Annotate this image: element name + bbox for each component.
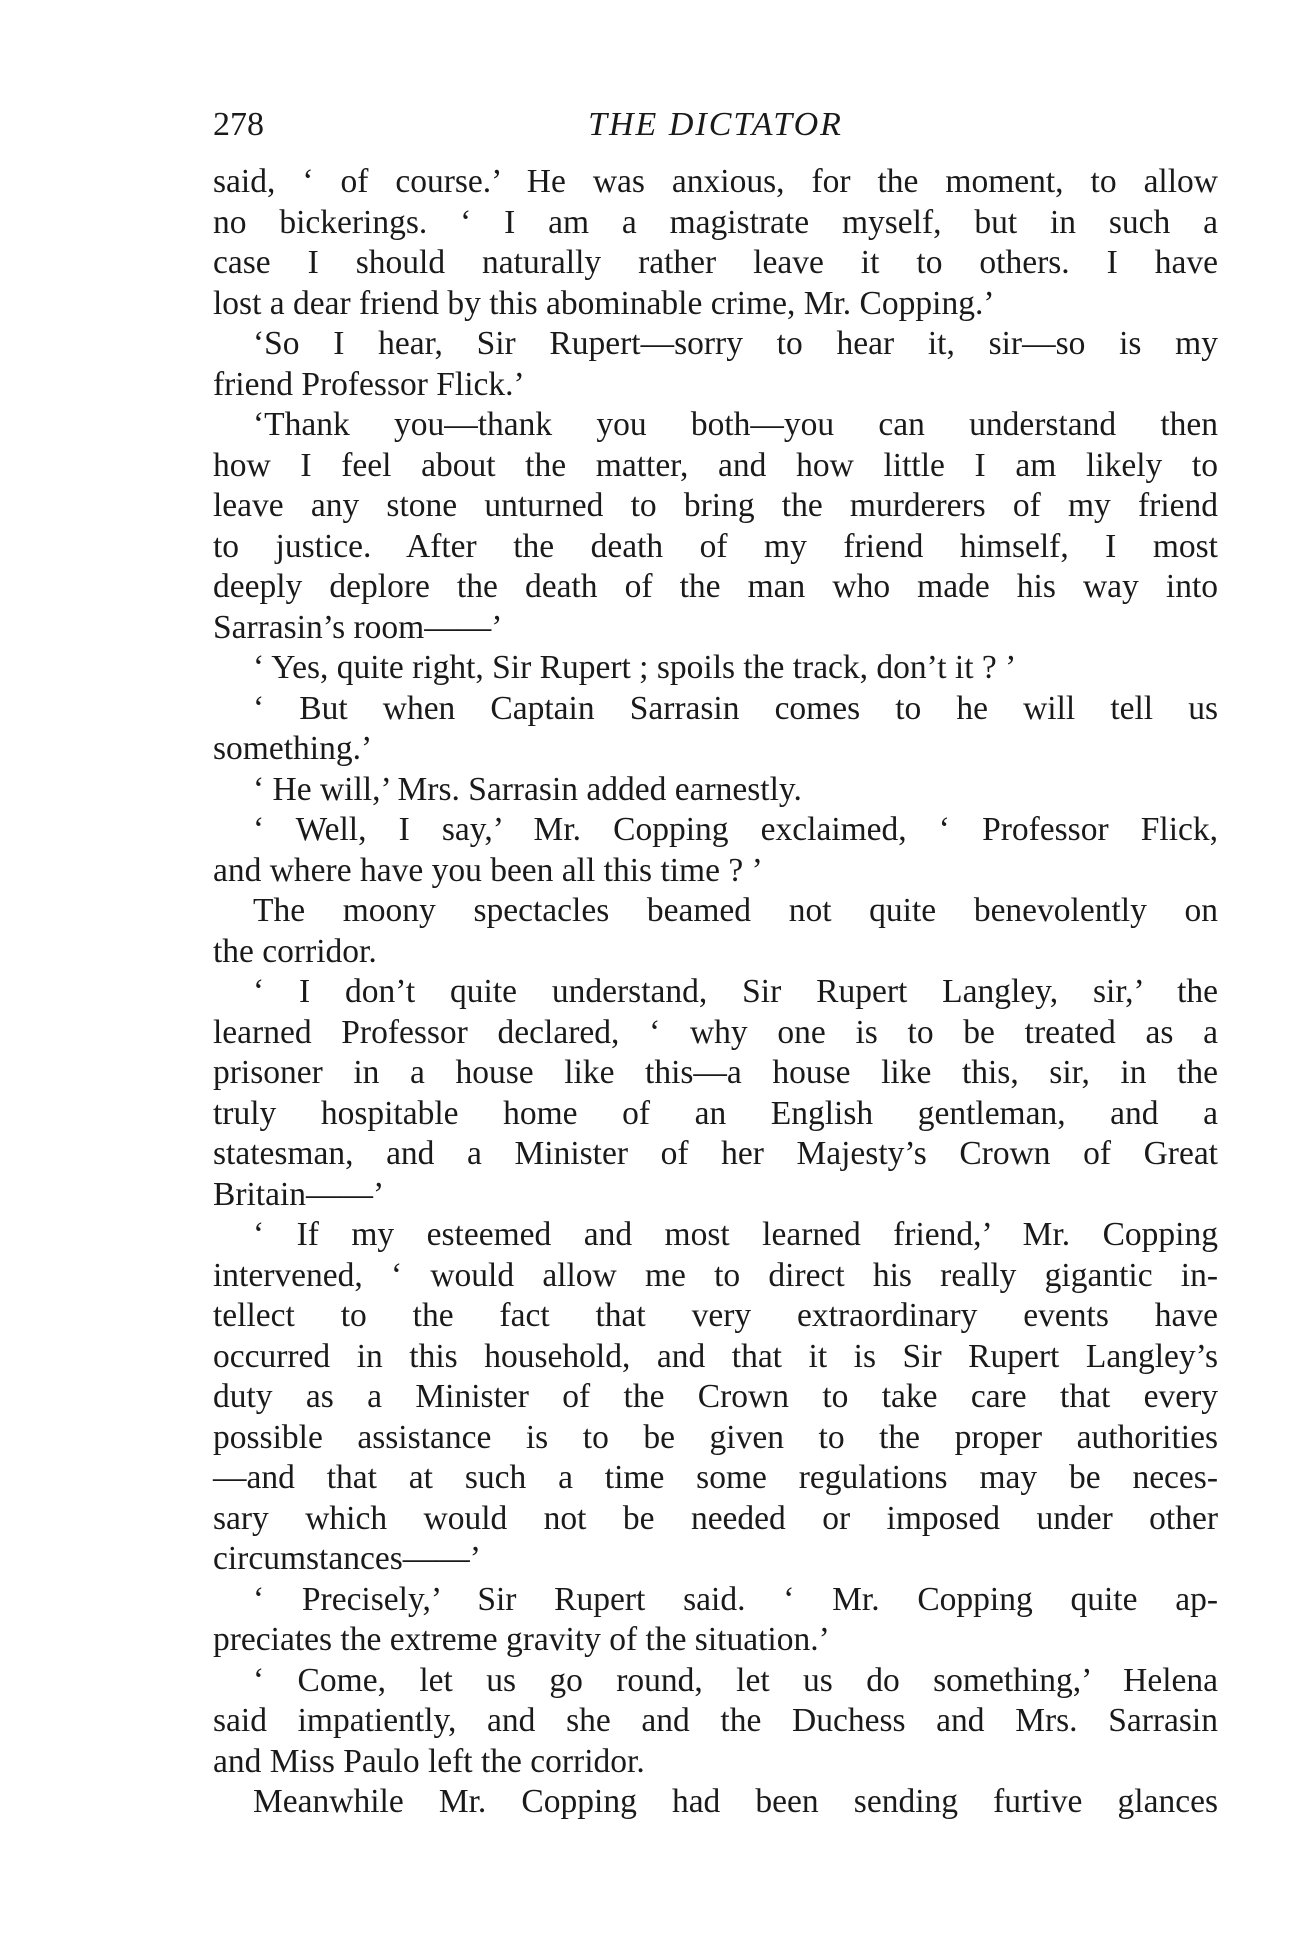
text-line: ‘ Well, I say,’ Mr. Copping exclaimed, ‘ Professor Flick,: [253, 811, 1218, 848]
text-line: intervened, ‘ would allow me to direct his really gigantic in-: [213, 1256, 1218, 1294]
text-line: possible assistance is to be given to the proper authorities: [213, 1418, 1218, 1456]
text-line: no bickerings. ‘ I am a magistrate myself, but in such a: [213, 203, 1218, 241]
text-line: Britain——’: [213, 1175, 385, 1213]
text-line: ‘ But when Captain Sarrasin comes to he will tell us: [253, 689, 1218, 727]
text-line: ‘So I hear, Sir Rupert—sorry to hear it, sir—so is my: [253, 325, 1218, 362]
text-line: and where have you been all this time ? ’: [213, 851, 763, 889]
page-number: 278: [213, 106, 264, 143]
text-line: prisoner in a house like this—a house like this, sir, in the: [213, 1054, 1218, 1091]
text-line: said impatiently, and she and the Duchess and Mrs. Sarrasin: [213, 1702, 1218, 1739]
text-line: case I should naturally rather leave it to others. I have: [213, 244, 1218, 281]
text-line: The moony spectacles beamed not quite benevolently on: [253, 892, 1218, 929]
text-line: preciates the extreme gravity of the situation.’: [213, 1621, 830, 1658]
text-line: said, ‘ of course.’ He was anxious, for the moment, to allow: [213, 163, 1218, 200]
text-line: Sarrasin’s room——’: [213, 608, 503, 646]
text-line: Meanwhile Mr. Copping had been sending furtive glances: [253, 1783, 1218, 1820]
text-line: leave any stone unturned to bring the murderers of my friend: [213, 487, 1218, 524]
body-text: [213, 162, 1218, 1823]
text-line: statesman, and a Minister of her Majesty’s Crown of Great: [213, 1135, 1218, 1172]
text-line: how I feel about the matter, and how little I am likely to: [213, 446, 1218, 484]
page-header: [213, 95, 1218, 155]
text-line: ‘ Yes, quite right, Sir Rupert ; spoils the track, don’t it ? ’: [253, 649, 1017, 686]
text-line: learned Professor declared, ‘ why one is to be treated as a: [213, 1013, 1218, 1051]
text-line: occurred in this household, and that it is Sir Rupert Langley’s: [213, 1337, 1218, 1375]
text-line: truly hospitable home of an English gentleman, and a: [213, 1094, 1218, 1132]
text-line: the corridor.: [213, 932, 377, 970]
text-line: ‘ Precisely,’ Sir Rupert said. ‘ Mr. Copping quite ap-: [253, 1580, 1218, 1618]
text-line: and Miss Paulo left the corridor.: [213, 1742, 645, 1780]
text-line: ‘Thank you—thank you both—you can understand then: [253, 406, 1218, 443]
text-line: friend Professor Flick.’: [213, 365, 525, 403]
text-line: lost a dear friend by this abominable crime, Mr. Copping.’: [213, 284, 995, 322]
text-line: ‘ If my esteemed and most learned friend,’ Mr. Copping: [253, 1216, 1218, 1253]
text-line: ‘ He will,’ Mrs. Sarrasin added earnestly.: [253, 770, 802, 808]
running-head: THE DICTATOR: [588, 106, 843, 143]
text-line: duty as a Minister of the Crown to take care that every: [213, 1378, 1218, 1415]
text-line: sary which would not be needed or imposed under other: [213, 1499, 1218, 1537]
text-line: deeply deplore the death of the man who made his way into: [213, 568, 1218, 605]
text-line: something.’: [213, 730, 373, 767]
text-line: ‘ I don’t quite understand, Sir Rupert Langley, sir,’ the: [253, 973, 1218, 1010]
text-line: —and that at such a time some regulations may be neces-: [213, 1459, 1218, 1496]
text-line: tellect to the fact that very extraordinary events have: [213, 1297, 1218, 1334]
text-line: ‘ Come, let us go round, let us do something,’ Helena: [253, 1661, 1218, 1699]
text-line: circumstances——’: [213, 1540, 481, 1577]
text-line: to justice. After the death of my friend himself, I most: [213, 527, 1218, 565]
